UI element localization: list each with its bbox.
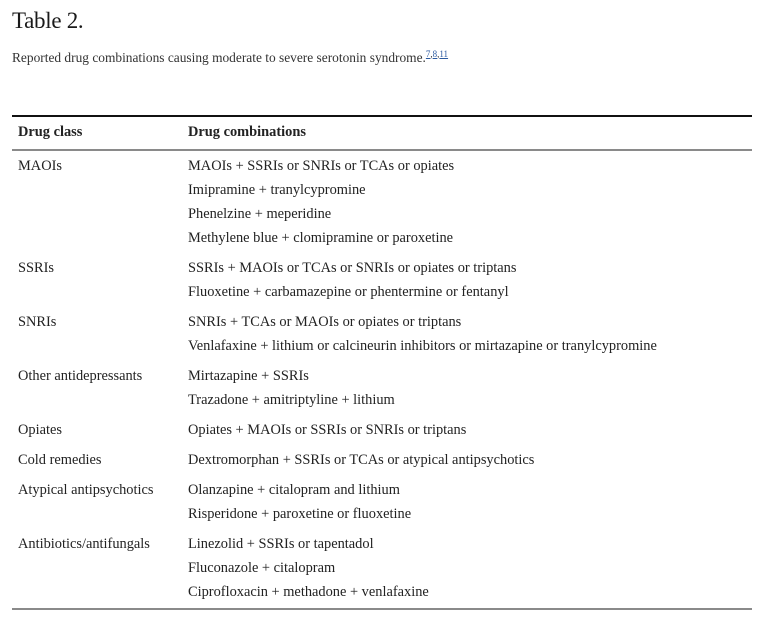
drug-class-cell: MAOIs — [18, 158, 62, 174]
drug-combination-line: Linezolid + SSRIs or tapentadol — [188, 536, 374, 552]
drug-combinations-table — [12, 115, 752, 610]
drug-combinations-table-container — [12, 115, 752, 610]
reference-link-7[interactable]: 7 — [425, 49, 431, 59]
drug-combination-line: SSRIs + MAOIs or TCAs or SNRIs or opiates or triptans — [188, 260, 517, 276]
table-row — [12, 475, 752, 529]
drug-class-cell: Other antidepressants — [18, 368, 143, 384]
drug-combinations-cell — [182, 150, 752, 253]
drug-combination-line: Phenelzine + meperidine — [188, 206, 332, 222]
drug-combination-line: SNRIs + TCAs or MAOIs or opiates or triptans — [188, 314, 462, 330]
header-drug-class: Drug class — [12, 116, 182, 150]
table-title: Table 2. — [12, 8, 84, 33]
drug-combination-line: Trazadone + amitriptyline + lithium — [188, 392, 395, 408]
drug-combination-line: Fluoxetine + carbamazepine or phentermine or fentanyl — [188, 284, 509, 300]
table-row — [12, 150, 752, 253]
table-row — [12, 253, 752, 307]
drug-class-cell: SSRIs — [18, 260, 54, 276]
table-row — [12, 361, 752, 415]
drug-combinations-cell — [182, 475, 752, 529]
drug-class-cell: Opiates — [18, 422, 62, 438]
drug-combination-line: Olanzapine + citalopram and lithium — [188, 482, 400, 498]
drug-combination-line: Risperidone + paroxetine or fluoxetine — [188, 506, 412, 522]
reference-link-11[interactable]: 11 — [439, 49, 449, 59]
drug-combination-line: MAOIs + SSRIs or SNRIs or TCAs or opiates — [188, 158, 455, 174]
drug-class-cell: Atypical antipsychotics — [18, 482, 154, 498]
drug-combination-line: Imipramine + tranylcypromine — [188, 182, 366, 198]
drug-combinations-cell — [182, 361, 752, 415]
reference-link-8[interactable]: 8 — [432, 49, 438, 59]
table-row — [12, 445, 752, 475]
header-drug-combinations: Drug combinations — [182, 116, 752, 150]
drug-combination-line: Fluconazole + citalopram — [188, 560, 336, 576]
table-header-row — [12, 116, 752, 150]
table-row — [12, 415, 752, 445]
drug-class-cell: Cold remedies — [18, 452, 102, 468]
drug-combination-line: Mirtazapine + SSRIs — [188, 368, 309, 384]
drug-combination-line: Venlafaxine + lithium or calcineurin inhibitors or mirtazapine or tranylcypromine — [188, 338, 657, 354]
reference-links: 7,8,11 — [425, 49, 449, 59]
table-caption — [12, 50, 448, 66]
drug-combinations-cell — [182, 253, 752, 307]
drug-class-cell: Antibiotics/antifungals — [12, 529, 182, 609]
drug-combinations-cell — [182, 415, 752, 445]
drug-class-cell: SNRIs — [18, 314, 57, 330]
drug-combination-line: Dextromorphan + SSRIs or TCAs or atypical antipsychotics — [188, 452, 535, 468]
drug-combinations-cell — [182, 307, 752, 361]
table-body — [12, 150, 752, 609]
drug-combinations-cell — [182, 445, 752, 475]
table-row — [12, 529, 752, 609]
drug-combination-line: Ciprofloxacin + methadone + venlafaxine — [188, 584, 429, 600]
drug-combinations-cell — [182, 529, 752, 609]
drug-combination-line: Methylene blue + clomipramine or paroxetine — [188, 230, 454, 246]
table-row — [12, 307, 752, 361]
caption-text: Reported drug combinations causing moderate to severe serotonin syndrome. — [12, 50, 426, 65]
drug-combination-line: Opiates + MAOIs or SSRIs or SNRIs or triptans — [188, 422, 467, 438]
